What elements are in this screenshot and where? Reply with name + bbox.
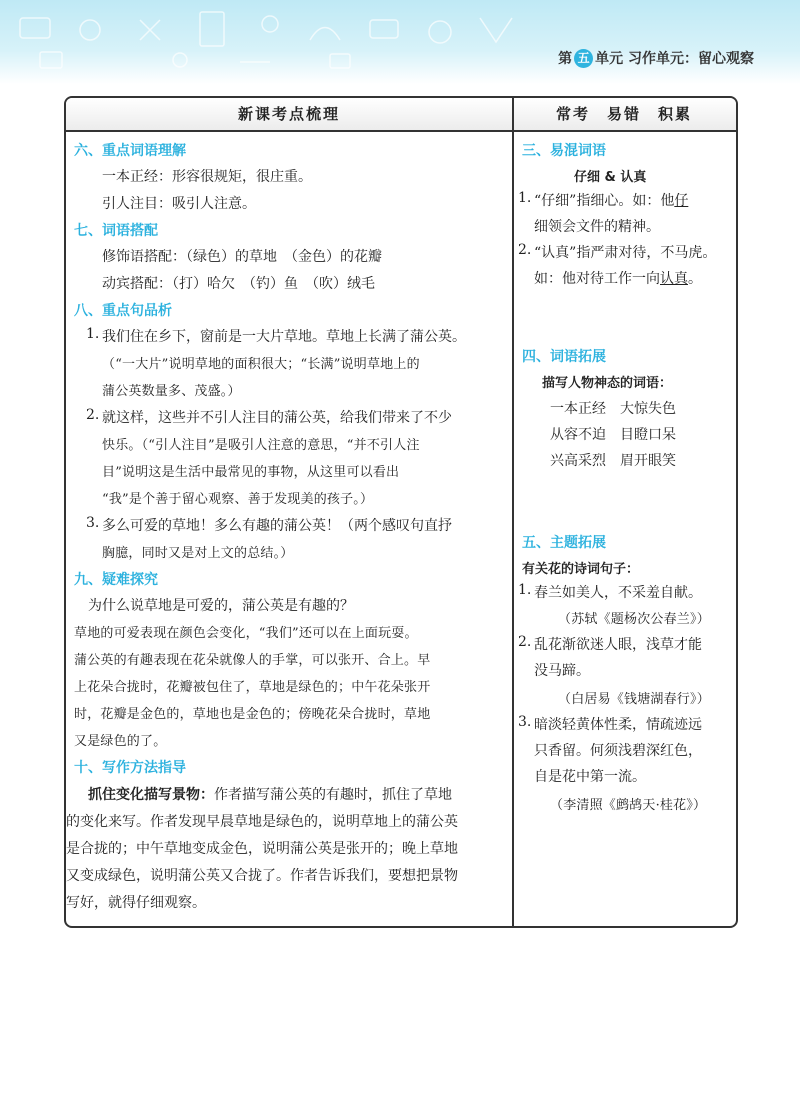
s9-answer-2: 蒲公英的有趣表现在花朵就像人的手掌，可以张开、合上。早 xyxy=(74,653,431,668)
unit-title-text: 单元 习作单元：留心观察 xyxy=(595,51,754,67)
s5-item-3-line-1: 暗淡轻黄体性柔，情疏迹远 xyxy=(534,717,702,733)
s8-item-2-note-3: “我”是个善于留心观察、善于发现美的孩子。） xyxy=(102,492,374,507)
s8-item-2-num: 2. xyxy=(86,407,100,423)
s10-line-3: 是合拢的；中午草地变成金色，说明蒲公英是张开的；晚上草地 xyxy=(66,841,458,857)
s9-answer-1: 草地的可爱表现在颜色会变化，“我们”还可以在上面玩耍。 xyxy=(74,626,418,641)
s8-item-3-note-1: 胸臆，同时又是对上文的总结。） xyxy=(102,546,294,561)
s4-row-1: 一本正经 大惊失色 xyxy=(550,401,676,417)
s3-item-2-line-1: “认真”指严肃对待，不马虎。 xyxy=(534,245,717,261)
s5-item-3-source: （李清照《鹧鸪天·桂花》） xyxy=(550,798,707,813)
section-4-heading: 四、词语拓展 xyxy=(522,349,606,365)
header-banner xyxy=(0,0,800,84)
s5-item-3-line-2: 只香留。何须浅碧深红色， xyxy=(534,743,702,759)
s5-item-3-line-3: 自是花中第一流。 xyxy=(534,769,646,785)
s5-item-2-line-1: 乱花渐欲迷人眼，浅草才能 xyxy=(534,637,702,653)
s4-subtitle: 描写人物神态的词语： xyxy=(542,376,673,391)
s3-item-1-num: 1. xyxy=(518,190,532,206)
s6-line-1: 一本正经：形容很规矩，很庄重。 xyxy=(102,169,312,185)
s3-item-2-line-2-text: 如：他对待工作一向 xyxy=(534,271,660,287)
s5-item-1-source: （苏轼《题杨次公春兰》） xyxy=(558,612,710,627)
section-10-heading: 十、写作方法指导 xyxy=(74,760,186,776)
section-7-heading: 七、词语搭配 xyxy=(74,223,158,239)
s8-item-1-text: 我们住在乡下，窗前是一大片草地。草地上长满了蒲公英。 xyxy=(102,329,466,345)
s3-item-2-num: 2. xyxy=(518,242,532,258)
s8-item-1-num: 1. xyxy=(86,326,100,342)
unit-number-badge: 五 xyxy=(574,49,593,68)
s9-answer-4: 时，花瓣是金色的，草地也是金色的；傍晚花朵合拢时，草地 xyxy=(74,707,431,722)
s5-item-2-line-2: 没马蹄。 xyxy=(534,663,590,679)
s3-item-2-underlined: 认真 xyxy=(660,271,688,287)
s5-subtitle: 有关花的诗词句子： xyxy=(522,562,640,577)
section-6-heading: 六、重点词语理解 xyxy=(74,143,186,159)
s10-line-1 xyxy=(88,784,452,804)
s5-item-2-source: （白居易《钱塘湖春行》） xyxy=(558,692,710,707)
s8-item-3-text: 多么可爱的草地！多么有趣的蒲公英！（两个感叹句直抒 xyxy=(102,518,452,534)
s5-item-1-line-1: 春兰如美人，不采羞自献。 xyxy=(534,585,702,601)
decorative-doodles xyxy=(0,0,800,84)
content-table xyxy=(64,96,738,928)
s5-item-2-num: 2. xyxy=(518,634,532,650)
s7-line-1: 修饰语搭配：（绿色）的草地 （金色）的花瓣 xyxy=(102,249,382,265)
s3-subtitle: 仔细 & 认真 xyxy=(574,170,647,185)
s5-item-1-num: 1. xyxy=(518,582,532,598)
s9-answer-3: 上花朵合拢时，花瓣被包住了，草地是绿色的；中午花朵张开 xyxy=(74,680,431,695)
s3-item-2-tail: 。 xyxy=(688,271,702,287)
unit-title xyxy=(558,48,754,68)
s8-item-1-note-1: （“一大片”说明草地的面积很大；“长满”说明草地上的 xyxy=(102,357,420,372)
s10-line-1-text: 作者描写蒲公英的有趣时，抓住了草地 xyxy=(214,787,452,803)
s4-row-2: 从容不迫 目瞪口呆 xyxy=(550,427,676,443)
s10-line-2: 的变化来写。作者发现早晨草地是绿色的，说明草地上的蒲公英 xyxy=(66,814,458,830)
s10-line-5: 写好，就得仔细观察。 xyxy=(66,895,206,911)
s6-line-2: 引人注目：吸引人注意。 xyxy=(102,196,256,212)
s3-item-1-line-1-text: “仔细”指细心。如：他 xyxy=(534,193,675,209)
section-3-heading: 三、易混词语 xyxy=(522,143,606,159)
s8-item-3-num: 3. xyxy=(86,515,100,531)
section-8-heading: 八、重点句品析 xyxy=(74,303,172,319)
s10-line-4: 又变成绿色，说明蒲公英又合拢了。作者告诉我们，要想把景物 xyxy=(66,868,458,884)
column-divider xyxy=(512,98,514,928)
s8-item-2-text: 就这样，这些并不引人注目的蒲公英，给我们带来了不少 xyxy=(102,410,452,426)
left-column-title: 新课考点梳理 xyxy=(66,98,512,132)
section-9-heading: 九、疑难探究 xyxy=(74,572,158,588)
s3-item-1-line-1 xyxy=(534,190,688,210)
s10-bold-lead: 抓住变化描写景物： xyxy=(88,787,214,803)
s4-row-3: 兴高采烈 眉开眼笑 xyxy=(550,453,676,469)
s7-line-2: 动宾搭配：（打）哈欠 （钓）鱼 （吹）绒毛 xyxy=(102,276,375,292)
s8-item-2-note-1: 快乐。（“引人注目”是吸引人注意的意思，“并不引人注 xyxy=(102,438,420,453)
s5-item-3-num: 3. xyxy=(518,714,532,730)
s3-item-2-line-2 xyxy=(534,268,702,288)
unit-prefix: 第 xyxy=(558,51,573,67)
s8-item-1-note-2: 蒲公英数量多、茂盛。） xyxy=(102,384,241,399)
section-5-heading: 五、主题拓展 xyxy=(522,535,606,551)
s9-question: 为什么说草地是可爱的，蒲公英是有趣的？ xyxy=(88,598,354,614)
s3-item-1-line-2: 细领会文件的精神。 xyxy=(534,219,660,235)
s9-answer-5: 又是绿色的了。 xyxy=(74,734,167,749)
s3-item-1-underlined: 仔 xyxy=(674,193,689,209)
s8-item-2-note-2: 目”说明这是生活中最常见的事物，从这里可以看出 xyxy=(102,465,400,480)
right-column-title: 常考 易错 积累 xyxy=(512,98,736,132)
